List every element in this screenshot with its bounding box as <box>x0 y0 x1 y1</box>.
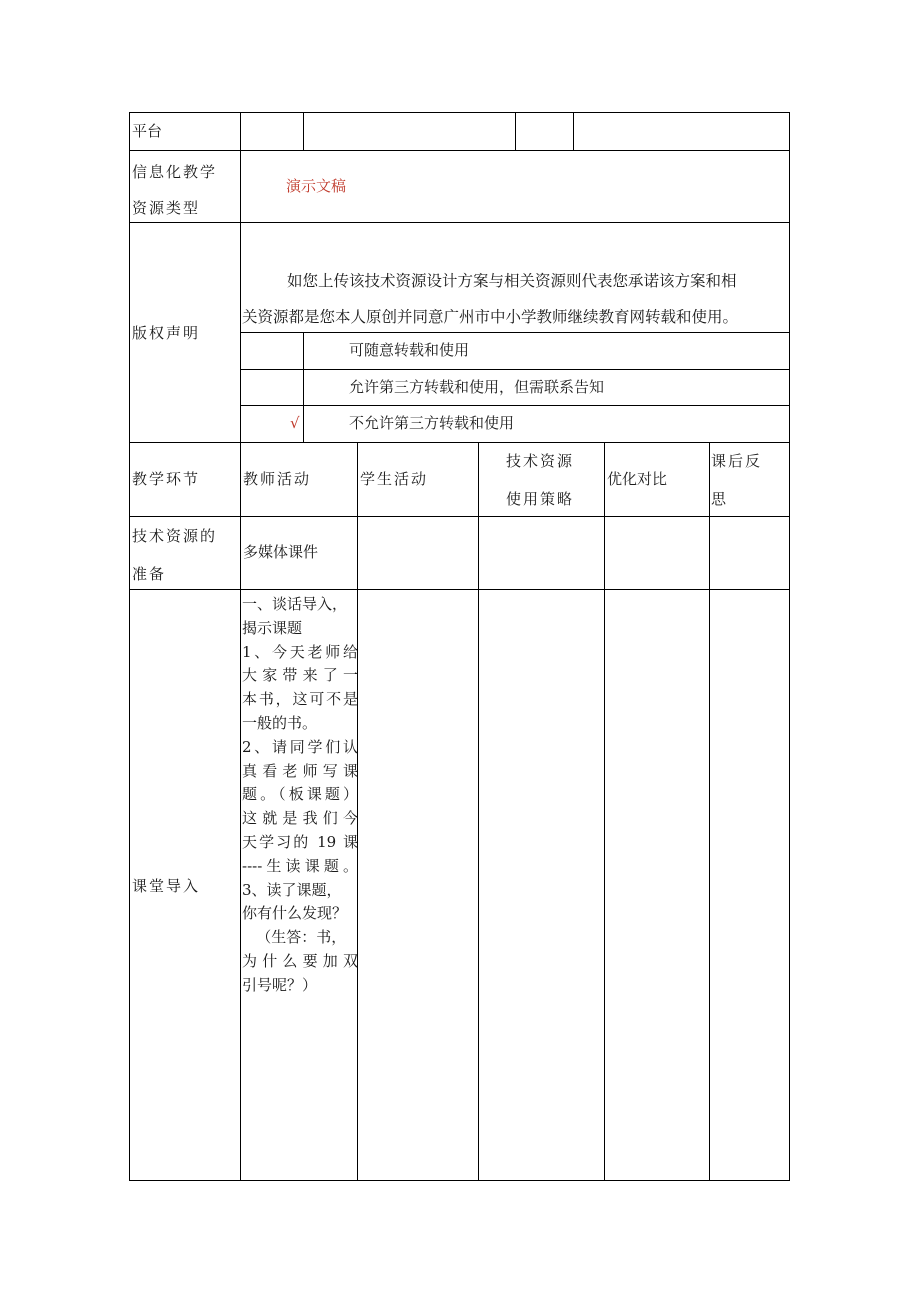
option-free-reuse: 可随意转载和使用 <box>349 341 470 359</box>
teacher-line: 3、读了课题， <box>242 880 342 899</box>
col-divider <box>303 112 304 150</box>
option-checkmark[interactable]: √ <box>290 414 300 432</box>
teacher-line: 一、谈话导入， <box>242 595 348 613</box>
teacher-line: 这就是我们今 <box>242 809 358 828</box>
col-divider <box>478 442 479 1181</box>
resource-type-value: 演示文稿 <box>286 177 347 195</box>
intro-teacher-activity <box>242 593 358 998</box>
col-divider <box>515 112 516 150</box>
border-left <box>129 112 130 1181</box>
teacher-line: 1、今天老师给 <box>242 642 358 661</box>
header-reflection-line2: 思 <box>711 490 729 508</box>
col-divider <box>240 112 241 1181</box>
copyright-statement-line2: 关资源都是您本人原创并同意广州市中小学教师继续教育网转载和使用。 <box>242 308 739 326</box>
teacher-line: 本书，这可不是 <box>242 690 358 709</box>
row-divider <box>129 222 790 223</box>
intro-label: 课堂导入 <box>132 877 201 895</box>
teacher-line: 揭示课题 <box>242 618 303 637</box>
header-strategy-line1: 技术资源 <box>506 452 575 470</box>
teacher-line: （生答：书， <box>242 928 347 947</box>
col-divider <box>573 112 574 150</box>
option-reuse-with-notice: 允许第三方转载和使用，但需联系告知 <box>349 378 605 396</box>
platform-label: 平台 <box>132 122 163 140</box>
row-divider <box>129 150 790 151</box>
prep-teacher-activity: 多媒体课件 <box>243 543 319 561</box>
teacher-line: 你有什么发现？ <box>242 904 348 923</box>
header-stage: 教学环节 <box>132 470 201 488</box>
col-divider <box>709 442 710 1181</box>
teacher-line: 天学习的 19 课 <box>242 832 358 851</box>
border-right <box>789 112 790 1181</box>
row-divider <box>129 442 790 443</box>
copyright-label: 版权声明 <box>132 324 201 342</box>
border-bottom <box>129 1180 790 1181</box>
prep-label-line1: 技术资源的 <box>132 527 218 545</box>
teacher-line: 大家带来了一 <box>242 666 358 685</box>
header-teacher: 教师活动 <box>243 470 312 488</box>
teacher-line: 一般的书。 <box>242 713 318 732</box>
teacher-line: 题。（板课题） <box>242 785 358 804</box>
header-compare: 优化对比 <box>607 470 668 488</box>
teacher-line: 真看老师写课 <box>242 761 358 780</box>
col-divider <box>303 332 304 442</box>
teacher-line: ----生读课题。 <box>242 856 358 875</box>
header-strategy-line2: 使用策略 <box>506 490 575 508</box>
row-divider <box>129 589 790 590</box>
header-student: 学生活动 <box>360 470 429 488</box>
option-no-reuse: 不允许第三方转载和使用 <box>349 414 515 432</box>
resource-type-label-line1: 信息化教学 <box>132 163 218 181</box>
teacher-line: 为什么要加双 <box>242 951 358 970</box>
copyright-statement-line1: 如您上传该技术资源设计方案与相关资源则代表您承诺该方案和相 <box>287 272 737 290</box>
option-divider <box>240 369 790 370</box>
teacher-line: 2、请同学们认 <box>242 737 358 756</box>
option-divider <box>240 405 790 406</box>
col-divider <box>604 442 605 1181</box>
header-reflection-line1: 课后反 <box>711 452 763 470</box>
row-divider <box>129 516 790 517</box>
border-top <box>129 112 790 113</box>
prep-label-line2: 准备 <box>132 565 167 583</box>
teacher-line: 引号呢？） <box>242 975 318 994</box>
resource-type-label-line2: 资源类型 <box>132 199 201 217</box>
